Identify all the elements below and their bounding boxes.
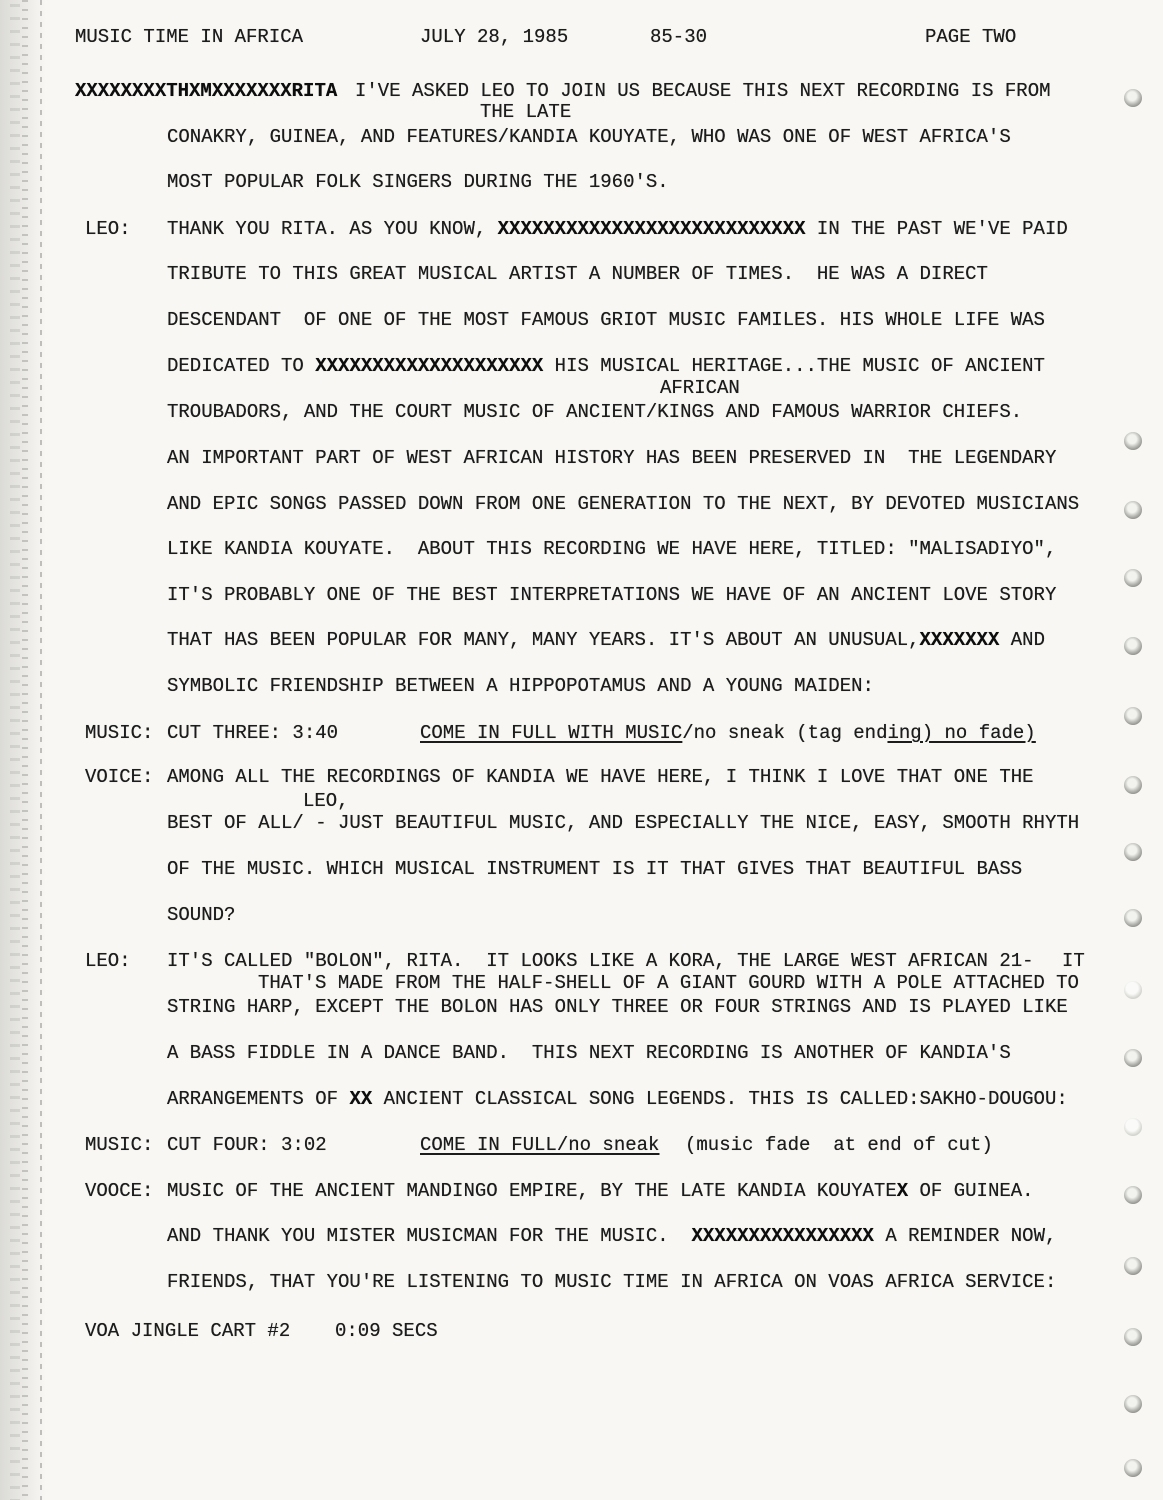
jingle-duration: 0:09 SECS [335,1320,438,1342]
script-text: STRING HARP, EXCEPT THE BOLON HAS ONLY THREE OR FOUR STRINGS AND IS PLAYED LIKE [167,996,1068,1018]
script-line [167,631,1045,650]
jingle-cue: VOA JINGLE CART #2 [85,1320,291,1342]
speaker-label: LEO: [85,950,131,972]
script-text: FRIENDS, THAT YOU'RE LISTENING TO MUSIC TIME IN AFRICA ON VOAS AFRICA SERVICE: [167,1271,1057,1293]
struck-text: XXXXXXX [919,629,1000,651]
script-text: SYMBOLIC FRIENDSHIP BETWEEN A HIPPOPOTAMUS AND A YOUNG MAIDEN: [167,675,874,697]
script-text: IT [1062,950,1085,972]
script-text: I'VE ASKED LEO TO JOIN US BECAUSE THIS NEXT RECORDING IS FROM [355,80,1051,102]
punch-hole [1124,776,1142,794]
speaker-label: VOICE: [85,766,154,788]
script-text: LIKE KANDIA KOUYATE. ABOUT THIS RECORDING WE HAVE HERE, TITLED: "MALISADIYO", [167,538,1057,560]
script-text: OF GUINEA. [908,1180,1034,1202]
script-text: ANCIENT CLASSICAL SONG LEGENDS. THIS IS CALLED:SAKHO-DOUGOU: [372,1088,1068,1110]
script-text: AN IMPORTANT PART OF WEST AFRICAN HISTORY HAS BEEN PRESERVED IN THE LEGENDARY [167,447,1057,469]
punch-hole [1124,1186,1142,1204]
script-line [167,1090,1068,1109]
script-line [167,1182,1034,1201]
script-text: MOST POPULAR FOLK SINGERS DURING THE 1960'S. [167,171,669,193]
script-number: 85-30 [650,26,708,48]
script-text: AND [999,629,1045,651]
program-title: MUSIC TIME IN AFRICA [75,26,304,48]
insertion-text: AFRICAN [660,377,740,399]
punch-hole [1124,1328,1142,1346]
stage-direction-text: (music fade at end of cut) [685,1134,993,1156]
punch-hole [1124,909,1142,927]
insertion-text: LEO, [303,790,349,812]
cut-timing: CUT THREE: 3:40 [167,722,339,744]
script-text: HIS MUSICAL HERITAGE...THE MUSIC OF ANCIENT [543,355,1045,377]
struck-text: XXXXXXXXXXXXXXXXXXXX [315,355,544,377]
script-text: TROUBADORS, AND THE COURT MUSIC OF ANCIENT/KINGS AND FAMOUS WARRIOR CHIEFS. [167,401,1023,423]
cut-timing: CUT FOUR: 3:02 [167,1134,327,1156]
insertion-text: THAT'S MADE FROM THE HALF-SHELL OF A GIANT GOURD WITH A POLE ATTACHED TO [258,972,1079,994]
script-line [167,1227,1056,1246]
script-text: IN THE PAST WE'VE PAID [805,218,1068,240]
script-text: ARRANGEMENTS OF [167,1088,350,1110]
script-text: IT'S PROBABLY ONE OF THE BEST INTERPRETATIONS WE HAVE OF AN ANCIENT LOVE STORY [167,584,1057,606]
script-text: CONAKRY, GUINEA, AND FEATURES/KANDIA KOUYATE, WHO WAS ONE OF WEST AFRICA'S [167,126,1011,148]
struck-text: XXXXXXXXXXXXXXXXXXXXXXXXXXX [497,218,806,240]
punch-hole [1124,637,1142,655]
punch-hole [1124,89,1142,107]
punch-hole [1124,1118,1142,1136]
script-text: OF THE MUSIC. WHICH MUSICAL INSTRUMENT IS IT THAT GIVES THAT BEAUTIFUL BASS [167,858,1023,880]
punch-hole [1124,1257,1142,1275]
script-text: IT'S CALLED "BOLON", RITA. IT LOOKS LIKE A KORA, THE LARGE WEST AFRICAN 21- [167,950,1034,972]
script-text: MUSIC OF THE ANCIENT MANDINGO EMPIRE, BY THE LATE KANDIA KOUYATE [167,1180,897,1202]
stage-direction-underlined: COME IN FULL/no sneak [420,1134,660,1156]
broadcast-date: JULY 28, 1985 [420,26,569,48]
struck-text: XX [349,1088,373,1110]
punch-hole [1124,1395,1142,1413]
struck-text: X [896,1180,909,1202]
punch-hole [1124,707,1142,725]
script-text: BEST OF ALL/ - JUST BEAUTIFUL MUSIC, AND ESPECIALLY THE NICE, EASY, SMOOTH RHYTH [167,812,1080,834]
script-text: DESCENDANT OF ONE OF THE MOST FAMOUS GRIOT MUSIC FAMILES. HIS WHOLE LIFE WAS [167,309,1045,331]
punch-hole [1124,843,1142,861]
script-text: A BASS FIDDLE IN A DANCE BAND. THIS NEXT RECORDING IS ANOTHER OF KANDIA'S [167,1042,1011,1064]
script-text: THANK YOU RITA. AS YOU KNOW, [167,218,498,240]
punch-hole [1124,569,1142,587]
script-text: TRIBUTE TO THIS GREAT MUSICAL ARTIST A NUMBER OF TIMES. HE WAS A DIRECT [167,263,988,285]
punch-hole [1124,981,1142,999]
stage-direction-underlined: COME IN FULL WITH MUSIC [420,722,683,744]
script-line [167,357,1045,376]
punch-hole [1124,432,1142,450]
punch-hole [1124,501,1142,519]
speaker-label: LEO: [85,218,131,240]
struck-speaker-label: XXXXXXXXTHXMXXXXXXXRITA [75,80,338,102]
script-text: DEDICATED TO [167,355,316,377]
script-text: AND THANK YOU MISTER MUSICMAN FOR THE MUSIC. [167,1225,692,1247]
script-text: THAT HAS BEEN POPULAR FOR MANY, MANY YEARS. IT'S ABOUT AN UNUSUAL, [167,629,920,651]
speaker-label: MUSIC: [85,1134,154,1156]
script-line [167,220,1068,239]
speaker-label: VOOCE: [85,1180,154,1202]
speaker-label: MUSIC: [85,722,154,744]
insertion-text: THE LATE [480,101,572,123]
struck-text: XXXXXXXXXXXXXXXX [691,1225,874,1247]
script-text: AMONG ALL THE RECORDINGS OF KANDIA WE HAVE HERE, I THINK I LOVE THAT ONE THE [167,766,1034,788]
script-text: A REMINDER NOW, [873,1225,1057,1247]
punch-hole [1124,1049,1142,1067]
page-number: PAGE TWO [925,26,1017,48]
stage-direction-underlined: ing) no fade) [887,722,1036,744]
stage-direction [420,724,1036,743]
script-text: SOUND? [167,904,236,926]
stage-direction-text: /no sneak (tag end [682,722,888,744]
punch-hole [1124,1459,1142,1477]
script-text: AND EPIC SONGS PASSED DOWN FROM ONE GENERATION TO THE NEXT, BY DEVOTED MUSICIANS [167,493,1080,515]
perforated-edge-line [40,0,42,1500]
